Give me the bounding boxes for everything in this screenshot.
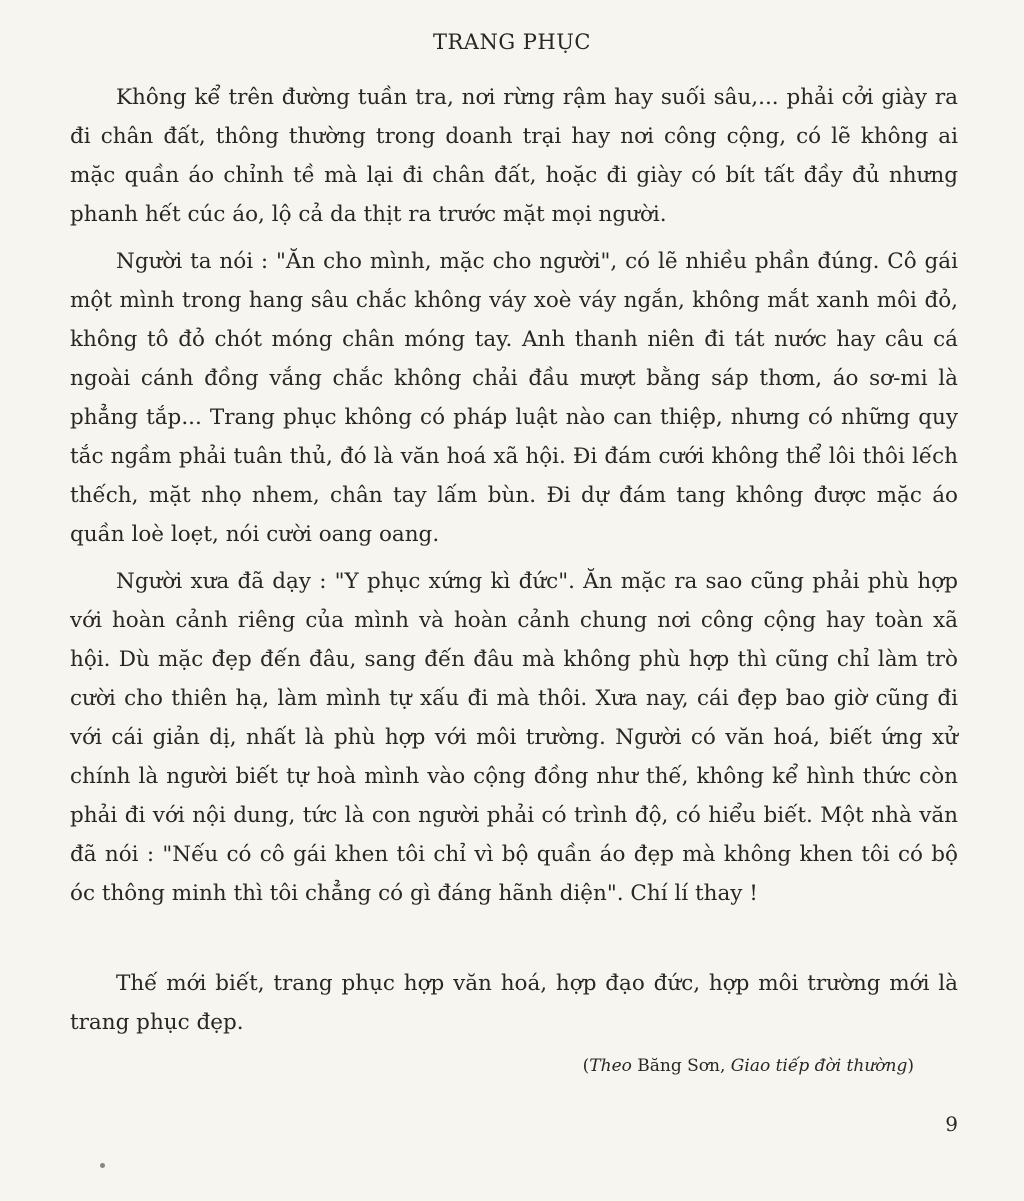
paragraph-1: Không kể trên đường tuần tra, nơi rừng rậm hay suối sâu,... phải cởi giày ra đi chân đất, thông thường trong doanh trại hay nơi công cộng, có lẽ không ai mặc quần áo chỉnh tề mà lại đi chân đất, hoặc đi giày có bít tất đầy đủ nhưng phanh hết cúc áo, lộ cả da thịt ra trước mặt mọi người. bbox=[70, 85, 958, 227]
citation-author: Băng Sơn, bbox=[631, 1056, 731, 1076]
citation-open-paren: ( bbox=[582, 1056, 590, 1076]
citation-work: Giao tiếp đời thường bbox=[730, 1056, 908, 1076]
paragraph-2: Người ta nói : "Ăn cho mình, mặc cho người", có lẽ nhiều phần đúng. Cô gái một mình trong hang sâu chắc không váy xoè váy ngắn, không mắt xanh môi đỏ, không tô đỏ chót móng chân móng tay. Anh thanh niên đi tát nước hay câu cá ngoài cánh đồng vắng chắc không chải đầu mượt bằng sáp thơm, áo sơ-mi là phẳng tắp... Trang phục không có pháp luật nào can thiệp, nhưng có những quy tắc ngầm phải tuân thủ, đó là văn hoá xã hội. Đi đám cưới không thể lôi thôi lếch thếch, mặt nhọ nhem, chân tay lấm bùn. Đi dự đám tang không được mặc áo quần loè loẹt, nói cười oang oang. bbox=[70, 249, 958, 547]
page-title: TRANG PHỤC bbox=[432, 30, 592, 54]
paragraph-3: Người xưa đã dạy : "Y phục xứng kì đức". Ăn mặc ra sao cũng phải phù hợp với hoàn cảnh riêng của mình và hoàn cảnh chung nơi công cộng hay toàn xã hội. Dù mặc đẹp đến đâu, sang đến đâu mà không phù hợp thì cũng chỉ làm trò cười cho thiên hạ, làm mình tự xấu đi mà thôi. Xưa nay, cái đẹp bao giờ cũng đi với cái giản dị, nhất là phù hợp với môi trường. Người có văn hoá, biết ứng xử chính là người biết tự hoà mình vào cộng đồng như thế, không kể hình thức còn phải đi với nội dung, tức là con người phải có trình độ, có hiểu biết. Một nhà văn đã nói : "Nếu có cô gái khen tôi chỉ vì bộ quần áo đẹp mà không khen tôi có bộ óc thông minh thì tôi chẳng có gì đáng hãnh diện". Chí lí thay ! bbox=[70, 569, 958, 906]
paragraph-4: Thế mới biết, trang phục hợp văn hoá, hợp đạo đức, hợp môi trường mới là trang phục đẹp. bbox=[70, 971, 958, 1035]
source-citation bbox=[583, 1056, 914, 1076]
citation-theo: Theo bbox=[589, 1056, 632, 1076]
page-number: 9 bbox=[945, 1112, 958, 1136]
print-speck bbox=[100, 1163, 105, 1168]
citation-close-paren: ) bbox=[907, 1056, 914, 1076]
